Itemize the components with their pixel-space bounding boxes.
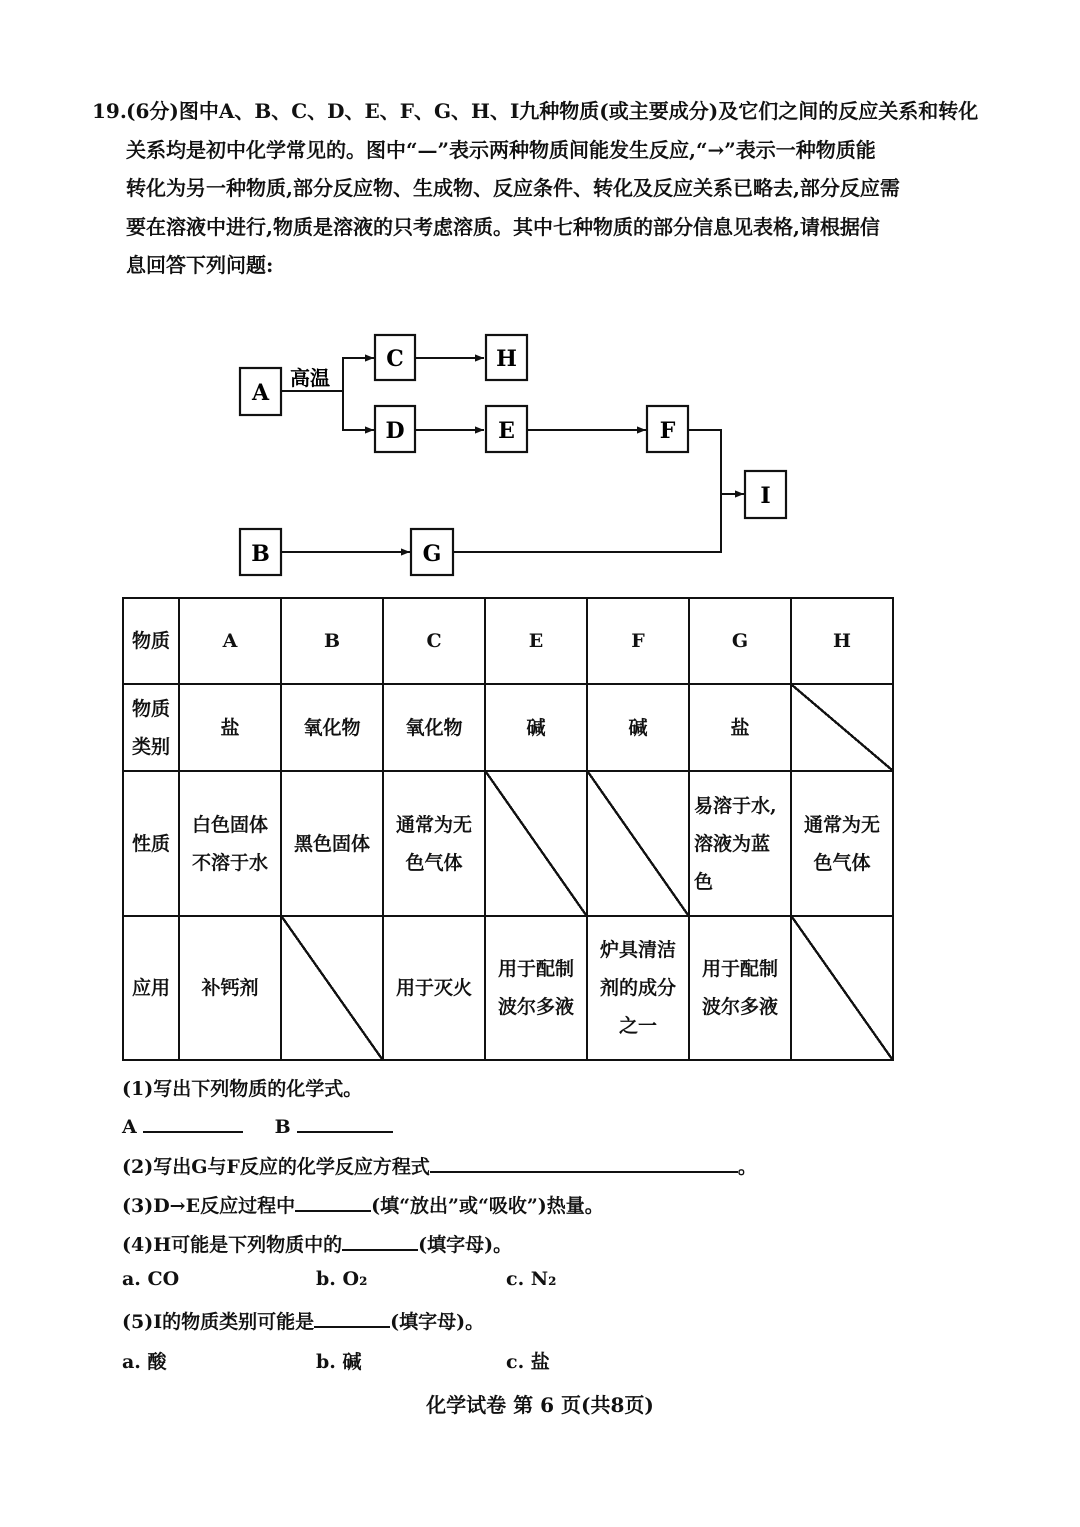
row-label-category: 物质类别 bbox=[123, 684, 179, 771]
node-d bbox=[375, 406, 415, 452]
page-footer: 化学试卷 第 6 页(共8页) bbox=[426, 1393, 654, 1417]
node-h bbox=[486, 335, 527, 380]
table-header-cell: H bbox=[791, 598, 893, 684]
svg-text:A: A bbox=[251, 380, 270, 406]
table-cell: 用于配制波尔多液 bbox=[689, 916, 791, 1060]
node-i bbox=[745, 471, 786, 518]
table-header-cell: C bbox=[383, 598, 485, 684]
table-cell: 碱 bbox=[485, 684, 587, 771]
question-5: (5)I的物质类别可能是 (填字母)。 bbox=[122, 1307, 484, 1334]
question-19-intro bbox=[92, 92, 979, 285]
table-cell-slashed bbox=[587, 771, 689, 916]
substance-info-table bbox=[122, 597, 894, 1061]
table-row-property bbox=[123, 771, 893, 916]
table-cell: 白色固体不溶于水 bbox=[179, 771, 281, 916]
table-header-cell: E bbox=[485, 598, 587, 684]
table-cell-slashed bbox=[791, 916, 893, 1060]
node-c bbox=[375, 335, 415, 380]
condition-label: 高温 bbox=[290, 366, 330, 390]
node-e bbox=[486, 406, 527, 452]
node-b bbox=[240, 529, 281, 575]
row-label-property: 性质 bbox=[123, 771, 179, 916]
svg-text:G: G bbox=[422, 541, 442, 567]
table-cell: 用于灭火 bbox=[383, 916, 485, 1060]
table-cell: 炉具清洁剂的成分之一 bbox=[587, 916, 689, 1060]
node-g bbox=[411, 529, 453, 575]
table-cell: 氧化物 bbox=[281, 684, 383, 771]
intro-line-2: 关系均是初中化学常见的。图中“—”表示两种物质间能发生反应,“→”表示一种物质能 bbox=[126, 137, 876, 162]
answer-a-label: A bbox=[122, 1116, 137, 1138]
table-cell: 用于配制波尔多液 bbox=[485, 916, 587, 1060]
table-cell: 碱 bbox=[587, 684, 689, 771]
table-cell: 盐 bbox=[689, 684, 791, 771]
question-1: (1)写出下列物质的化学式。 bbox=[122, 1078, 363, 1100]
question-4: (4)H可能是下列物质中的 (填字母)。 bbox=[122, 1230, 512, 1257]
table-cell: 通常为无色气体 bbox=[383, 771, 485, 916]
question-2: (2)写出G与F反应的化学反应方程式 。 bbox=[122, 1152, 757, 1179]
answer-2-blank[interactable] bbox=[430, 1153, 738, 1173]
table-cell: 盐 bbox=[179, 684, 281, 771]
table-header-cell: G bbox=[689, 598, 791, 684]
table-cell: 易溶于水,溶液为蓝色 bbox=[689, 771, 791, 916]
question-3: (3)D→E反应过程中 (填“放出”或“吸收”)热量。 bbox=[122, 1191, 604, 1218]
answer-b-blank[interactable] bbox=[297, 1113, 393, 1133]
answer-b-label: B bbox=[274, 1116, 291, 1138]
intro-line-4: 要在溶液中进行,物质是溶液的只考虑溶质。其中七种物质的部分信息见表格,请根据信 bbox=[126, 214, 880, 239]
intro-line-5: 息回答下列问题: bbox=[126, 253, 274, 277]
intro-line-1: 19.(6分)图中A、B、C、D、E、F、G、H、I九种物质(或主要成分)及它们之间的反应关系和转化 bbox=[92, 92, 922, 131]
table-header-cell: B bbox=[281, 598, 383, 684]
edge-a-d bbox=[343, 391, 374, 430]
table-cell: 氧化物 bbox=[383, 684, 485, 771]
q5-option-b: b. 碱 bbox=[316, 1351, 362, 1373]
row-label-application: 应用 bbox=[123, 916, 179, 1060]
table-row-application bbox=[123, 916, 893, 1060]
intro-line-3: 转化为另一种物质,部分反应物、生成物、反应条件、转化及反应关系已略去,部分反应需 bbox=[126, 176, 900, 200]
svg-text:B: B bbox=[251, 541, 270, 567]
svg-text:C: C bbox=[386, 346, 404, 372]
q5-option-a: a. 酸 bbox=[122, 1351, 167, 1373]
question-1-answers bbox=[122, 1113, 393, 1138]
q4-option-c: c. N₂ bbox=[506, 1268, 557, 1290]
answer-5-blank[interactable] bbox=[314, 1308, 390, 1328]
reaction-diagram bbox=[0, 320, 1080, 582]
table-header-cell: 物质 bbox=[123, 598, 179, 684]
q4-option-b: b. O₂ bbox=[316, 1268, 368, 1290]
table-cell-slashed bbox=[791, 684, 893, 771]
answer-4-blank[interactable] bbox=[342, 1231, 418, 1251]
svg-text:I: I bbox=[760, 483, 771, 509]
svg-text:D: D bbox=[385, 418, 405, 444]
table-cell: 通常为无色气体 bbox=[791, 771, 893, 916]
answer-3-blank[interactable] bbox=[295, 1192, 371, 1212]
table-cell: 黑色固体 bbox=[281, 771, 383, 916]
svg-text:F: F bbox=[659, 418, 676, 444]
q4-option-a: a. CO bbox=[122, 1268, 180, 1290]
q5-option-c: c. 盐 bbox=[506, 1351, 550, 1373]
table-header-row bbox=[123, 598, 893, 684]
table-cell-slashed bbox=[281, 916, 383, 1060]
table-cell: 补钙剂 bbox=[179, 916, 281, 1060]
svg-text:E: E bbox=[498, 418, 515, 444]
table-header-cell: A bbox=[179, 598, 281, 684]
node-f bbox=[647, 406, 688, 452]
table-cell-slashed bbox=[485, 771, 587, 916]
svg-text:H: H bbox=[496, 346, 517, 372]
node-a bbox=[240, 368, 281, 415]
answer-a-blank[interactable] bbox=[143, 1113, 243, 1133]
table-row-category bbox=[123, 684, 893, 771]
question-number: 19. bbox=[92, 99, 127, 123]
table-header-cell: F bbox=[587, 598, 689, 684]
